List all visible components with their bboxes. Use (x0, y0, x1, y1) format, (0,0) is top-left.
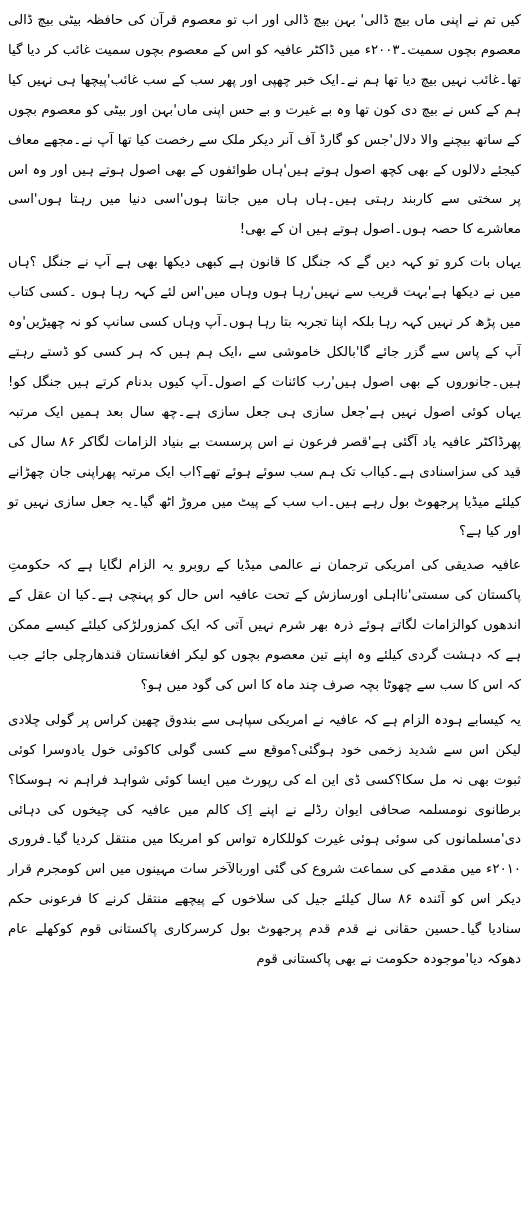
paragraph-2: یہاں بات کرو تو کہہ دیں گے کہ جنگل کا قانون ہے کبھی دیکھا بھی ہے آپ نے جنگل ؟ہاں میں نے دیکھا ہے'بہت قریب سے نہیں'رہا ہوں وہاں میں'اس لئے کہہ رہا ہوں ۔کسی کتاب میں پڑھ کر نہیں کہہ رہا بلکہ اپنا تجربہ بتا رہا ہوں۔آپ وہاں کسی سانپ کو نہ چھیڑیں'وہ آپ کے پاس سے گزر جائے گا'بالکل خاموشی سے ،ایک ہم ہیں کہ ہر کسی کو ڈستے رہتے ہیں۔جانوروں کے بھی اصول ہیں'رب کائنات کے اصول۔آپ کیوں بدنام کرتے ہیں جنگل کو!یہاں کوئی اصول نہیں ہے'جعل سازی ہی جعل سازی ہے۔چھ سال بعد ہمیں ایک مرتبہ پھرڈاکٹر عافیہ یاد آگئی ہے'قصر فرعون نے اس پرسست بے بنیاد الزامات لگاکر ۸۶ سال کی قید کی سزاسنادی ہے۔کیااب تک ہم سب سوئے ہوئے تھے؟اب ایک مرتبہ پھراپنی جان چھڑانے کیلئے میڈیا پرجھوٹ بول رہے ہیں۔اب سب کے پیٹ میں مروڑ اٹھ گیا۔یہ جعل سازی نہیں تو اور کیا ہے؟ (8, 255, 521, 540)
paragraph-3: عافیہ صدیقی کی امریکی ترجمان نے عالمی میڈیا کے روبرو یہ الزام لگایا ہے کہ حکومتِ پاکستان کی سستی'نااہلی اورسازش کے تحت عافیہ اس حال کو پہنچی ہے۔کیا ان عقل کے اندھوں کوالزامات لگاتے ہوئے ذرہ بھر شرم نہیں آتی کہ ایک کمزورلڑکی کیلئے کیسے ممکن ہے کہ دہشت گردی کیلئے وہ اپنے تین معصوم بچوں کو لیکر افغانستان قندھارچلی جائے جب کہ اس کا سب سے چھوٹا بچہ صرف چند ماہ کا اس کی گود میں ہو؟ (8, 558, 521, 693)
paragraph-1: کیں تم نے اپنی ماں بیچ ڈالی' بہن بیچ ڈالی اور اب تو معصوم قرآن کی حافظہ بیٹی بیچ ڈالی معصوم بچوں سمیت۔۲۰۰۳ء میں ڈاکٹر عافیہ کو اس کے معصوم بچوں سمیت غائب کر دیا گیا تھا۔غائب نہیں بیچ دیا تھا ہم نے۔ایک خبر چھپی اور پھر سب کے سب غائب'پیچھا ہی نہیں کیا ہم کے کس نے بیچ دی کون تھا وہ بے غیرت و بے حس اپنی ماں'بہن اور بیٹی کو معصوم بچوں کے ساتھ بیچنے والا دلال'جس کو گارڈ آف آنر دیکر ملک سے رخصت کیا تھا آپ نے۔مجھے معاف کیجئے دلالوں کے بھی کچھ اصول ہوتے ہیں'ہاں طوائفوں کے بھی اصول ہوتے ہیں اور وہ اس پر سختی سے کاربند رہتی ہیں۔ہاں ہاں میں جانتا ہوں'اسی دنیا میں رہتا ہوں'اسی معاشرے کا حصہ ہوں۔اصول ہوتے ہیں ان کے بھی! (8, 13, 521, 238)
paragraph-4: یہ کیسابے ہودہ الزام ہے کہ عافیہ نے امریکی سپاہی سے بندوق چھین کراس پر گولی چلادی لیکن اس سے شدید زخمی خود ہوگئی؟موقع سے کسی گولی کاکوئی خول یادوسرا کوئی ثبوت بھی نہ مل سکا؟کسی ڈی این اے کی رپورٹ میں ایسا کوئی شواہد فراہم نہ ہوسکا؟برطانوی نومسلمہ صحافی ایوان رڈلے نے اپنے اِک کالم میں عافیہ کی چیخوں کی دہائی دی'مسلمانوں کی سوئی ہوئی غیرت کوللکارہ تواس کو امریکا میں منتقل کردیا گیا۔فروری ۲۰۱۰ء میں مقدمے کی سماعت شروع کی گئی اوربالآخر سات مہینوں میں اس کومجرم قرار دیکر اس کو آئندہ ۸۶ سال کیلئے جیل کی سلاخوں کے پیچھے منتقل کرنے کا فرعونی حکم سنادیا گیا۔حسین حقانی نے قدم قدم پرجھوٹ بول کرسرکاری پاکستانی قوم کوکھلے عام دھوکہ دیا'موجودہ حکومت نے بھی پاکستانی قوم (8, 712, 522, 968)
